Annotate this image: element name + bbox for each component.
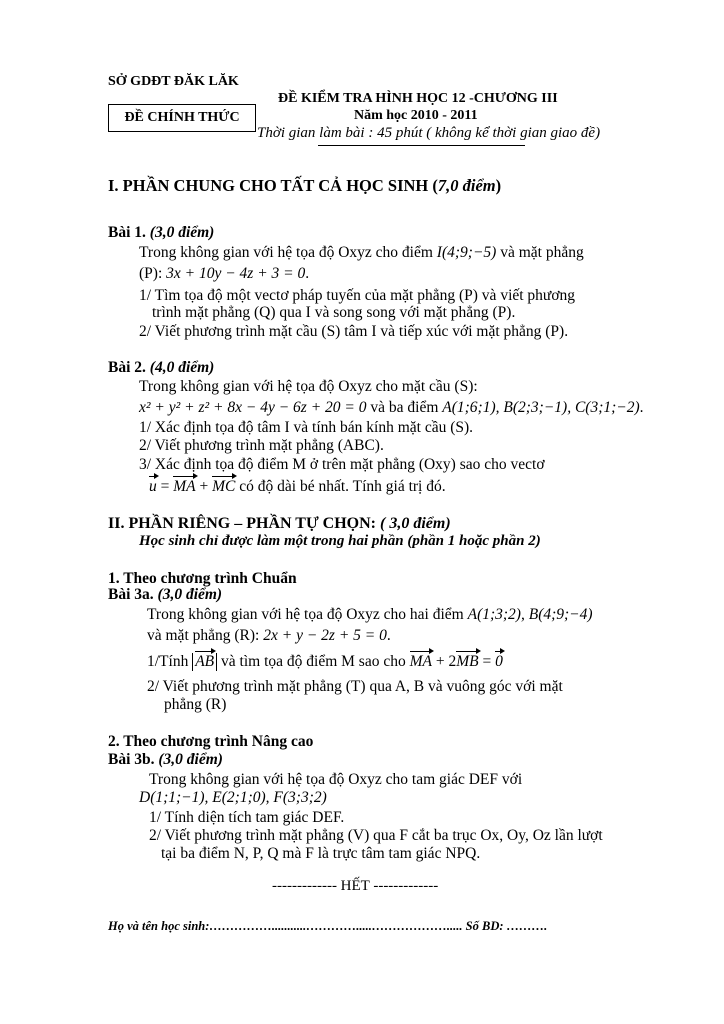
bai3b-title: Bài 3b. [108,751,155,768]
bai2-l2-tail: . [639,399,644,416]
bai3b-title-line [108,751,223,769]
bai2-line3: 1/ Xác định tọa độ tâm I và tính bán kính mặt cầu (S). [139,419,474,436]
bai3a-points-ab: A(1;3;2), B(4;9;−4) [467,606,593,623]
vector-mc: MC [212,478,236,495]
bai3a-l3-mid: và tìm tọa độ điểm M sao cho [221,653,406,670]
bai3b-line2: D(1;1;−1), E(2;1;0), F(3;3;2) [139,789,327,806]
bai3a-title: Bài 3a. [108,586,154,603]
part1-heading [108,176,501,196]
bai1-plane-p: 3x + 10y − 4z + 3 = 0 [166,265,306,282]
time-note: Thời gian làm bài : 45 phút ( không kể thời gian giao đề) [257,125,601,141]
bai3a-plus-2: + 2 [435,653,457,670]
bai2-points: (4,0 điểm) [149,359,215,376]
exam-title: ĐỀ KIỂM TRA HÌNH HỌC 12 -CHƯƠNG III [278,91,558,106]
bai1-l1-text: Trong không gian với hệ tọa độ Oxyz cho điểm [139,244,433,261]
bai1-line4: trình mặt phẳng (Q) qua I và song song với mặt phẳng (P). [152,304,516,321]
bai3a-line1 [147,606,593,624]
part2-note: Học sinh chỉ được làm một trong hai phần (phần 1 hoặc phần 2) [139,533,541,549]
school-year: Năm học 2010 - 2011 [354,108,478,123]
bai2-line6 [149,478,446,496]
bai3a-line4: 2/ Viết phương trình mặt phẳng (T) qua A, B và vuông góc với mặt [147,678,563,695]
bai3b-line1: Trong không gian với hệ tọa độ Oxyz cho tam giác DEF với [149,771,523,788]
bai2-points-abc: A(1;6;1), B(2;3;−1), C(3;1;−2) [442,399,640,416]
part2-heading-points: ( 3,0 điểm) [380,515,451,532]
bai2-sphere-eq: x² + y² + z² + 8x − 4y − 6z + 20 = 0 [139,399,367,416]
bai2-title: Bài 2. [108,359,146,376]
bai1-points: (3,0 điểm) [149,224,215,241]
part1-heading-points: 7,0 điểm [437,176,496,195]
bai3b-line4: 2/ Viết phương trình mặt phẳng (V) qua F cắt ba trục Ox, Oy, Oz lần lượt [149,827,603,844]
bai1-title: Bài 1. [108,224,146,241]
official-label: ĐỀ CHÍNH THỨC [108,104,256,132]
bai3a-l2-tail: . [386,627,391,644]
abs-ab [192,653,217,671]
bai1-line3: 1/ Tìm tọa độ một vectơ pháp tuyến của mặt phẳng (P) và viết phương [139,287,576,304]
bai2-line5: 3/ Xác định tọa độ điểm M ở trên mặt phẳng (Oxy) sao cho vectơ [139,456,545,473]
vector-ma: MA [173,478,196,495]
bai3a-l3-a: 1/Tính [147,653,189,670]
bai2-plus-sign: + [199,478,209,495]
department-name: SỞ GDĐT ĐĂK LĂK [108,74,239,89]
part2-heading [108,515,451,533]
bai3a-plane-r: 2x + y − 2z + 5 = 0 [263,627,387,644]
bai1-line1 [139,244,584,262]
bai3a-eq-sign: = [482,653,492,670]
bai3a-title-line [108,586,222,604]
vector-mb: MB [456,653,479,670]
sbd-field: Số BD: ………. [465,919,548,933]
part1-heading-close: ) [495,176,502,195]
bai2-line4: 2/ Viết phương trình mặt phẳng (ABC). [139,437,384,454]
bai1-point-i: I(4;9;−5) [436,244,497,261]
bai1-l2-text: (P): [139,265,163,282]
bai1-l1-tail: và mặt phẳng [500,244,584,261]
sec1-heading: 1. Theo chương trình Chuẩn [108,570,297,587]
vector-u: u [149,478,157,495]
bai3a-line2 [147,627,391,645]
bai2-line1: Trong không gian với hệ tọa độ Oxyz cho mặt cầu (S): [139,378,478,395]
bai3b-line5: tại ba điểm N, P, Q mà F là trực tâm tam giác NPQ. [161,845,481,862]
bai2-l6-tail: có độ dài bé nhất. Tính giá trị đó. [239,478,446,495]
bai3a-points: (3,0 điểm) [157,586,223,603]
bai3a-line3 [147,653,503,671]
bai1-l2-tail: . [305,265,310,282]
bai2-l2-mid: và ba điểm [370,399,439,416]
vector-ab: AB [195,653,215,670]
student-name-field: Họ và tên học sinh:……………...........………….....………………..... [108,919,463,933]
end-mark: ------------- HẾT ------------- [272,878,439,894]
bai2-eq-sign: = [160,478,170,495]
bai3a-l2-text: và mặt phẳng (R): [147,627,260,644]
bai1-line2 [139,265,309,283]
bai2-title-line [108,359,214,377]
student-line [108,919,547,934]
bai3a-l1-text: Trong không gian với hệ tọa độ Oxyz cho hai điểm [147,606,464,623]
bai3b-line3: 1/ Tính diện tích tam giác DEF. [149,809,345,826]
sec2-heading: 2. Theo chương trình Nâng cao [108,733,314,750]
part1-heading-text: I. PHẦN CHUNG CHO TẤT CẢ HỌC SINH ( [108,176,438,195]
time-underline [318,145,525,146]
bai1-line5: 2/ Viết phương trình mặt cầu (S) tâm I và tiếp xúc với mặt phẳng (P). [139,323,569,340]
part2-heading-text: II. PHẦN RIÊNG – PHẦN TỰ CHỌN: [108,515,377,532]
bai1-title-line [108,224,214,242]
bai3a-line5: phẳng (R) [164,696,227,713]
vector-zero: 0 [495,653,503,670]
bai3b-points: (3,0 điểm) [158,751,223,768]
vector-ma-3a: MA [409,653,432,670]
bai2-line2 [139,399,644,417]
